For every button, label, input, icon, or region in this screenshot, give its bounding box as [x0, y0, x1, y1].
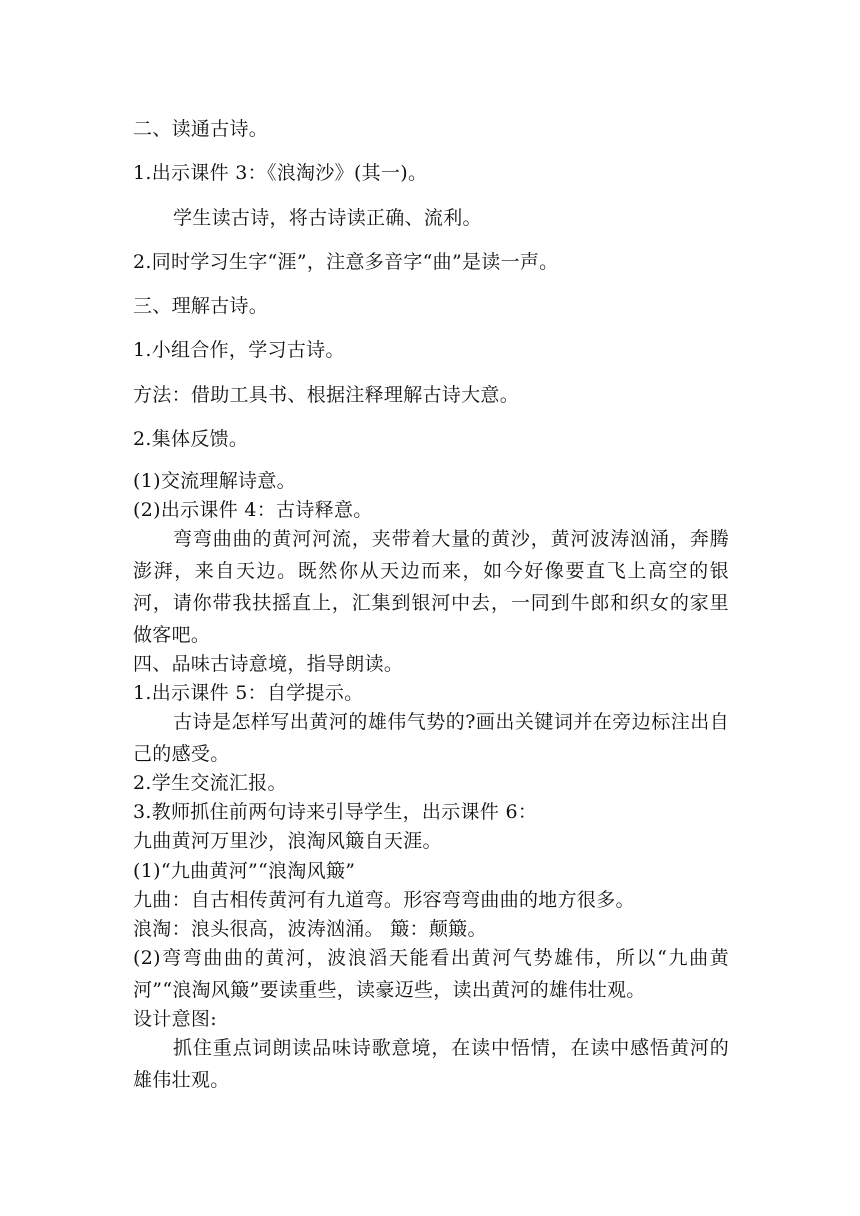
step-collective-feedback: 2.集体反馈。 — [133, 428, 249, 450]
step-group-cooperation: 1.小组合作，学习古诗。 — [133, 339, 345, 361]
reading-guidance-paragraph: (2)弯弯曲曲的黄河，波浪滔天能看出黄河气势雄伟，所以“九曲黄河”“浪淘风簸”要读重些，读豪迈些，读出黄河的雄伟壮观。 — [133, 947, 729, 1001]
step-student-report: 2.学生交流汇报。 — [133, 772, 287, 794]
definition-langtao-bo: 浪淘：浪头很高，波涛汹涌。 簸：颠簸。 — [133, 918, 487, 940]
step-teacher-guide: 3.教师抓住前两句诗来引导学生，出示课件 6： — [133, 801, 538, 823]
self-study-prompt-paragraph: 古诗是怎样写出黄河的雄伟气势的?画出关键词并在旁边标注出自己的感受。 — [133, 711, 729, 765]
definition-jiuqu: 九曲：自古相传黄河有九道弯。形容弯弯曲曲的地方很多。 — [133, 889, 635, 911]
poem-lines: 九曲黄河万里沙，浪淘风簸自天涯。 — [133, 830, 442, 852]
step-learn-characters: 2.同时学习生字“涯”，注意多音字“曲”是读一声。 — [133, 251, 559, 273]
poem-interpretation-paragraph: 弯弯曲曲的黄河河流，夹带着大量的黄沙，黄河波涛汹涌，奔腾澎湃，来自天边。既然你从天边而来，如今好像要直飞上高空的银河，请你带我扶摇直上，汇集到银河中去，一同到牛郎和织女的家里做客吧。 — [133, 528, 729, 646]
section-heading-appreciate-poem: 四、品味古诗意境，指导朗读。 — [133, 653, 404, 675]
step-show-courseware-3: 1.出示课件 3：《浪淘沙》(其一)。 — [133, 162, 428, 184]
substep-exchange-meaning: (1)交流理解诗意。 — [133, 470, 296, 492]
key-phrases-line: (1)“九曲黄河”“浪淘风簸” — [133, 860, 356, 882]
design-intent-paragraph: 抓住重点词朗读品味诗歌意境，在读中悟情，在读中感悟黄河的雄伟壮观。 — [133, 1037, 729, 1091]
design-intent-label: 设计意图: — [133, 1008, 217, 1030]
step-note-read-poem: 学生读古诗，将古诗读正确、流利。 — [173, 207, 482, 229]
substep-show-courseware-4: (2)出示课件 4：古诗释意。 — [133, 499, 373, 521]
method-line: 方法：借助工具书、根据注释理解古诗大意。 — [133, 384, 520, 406]
section-heading-read-poem: 二、读通古诗。 — [133, 118, 269, 140]
section-heading-understand-poem: 三、理解古诗。 — [133, 295, 269, 317]
step-show-courseware-5: 1.出示课件 5：自学提示。 — [133, 682, 364, 704]
